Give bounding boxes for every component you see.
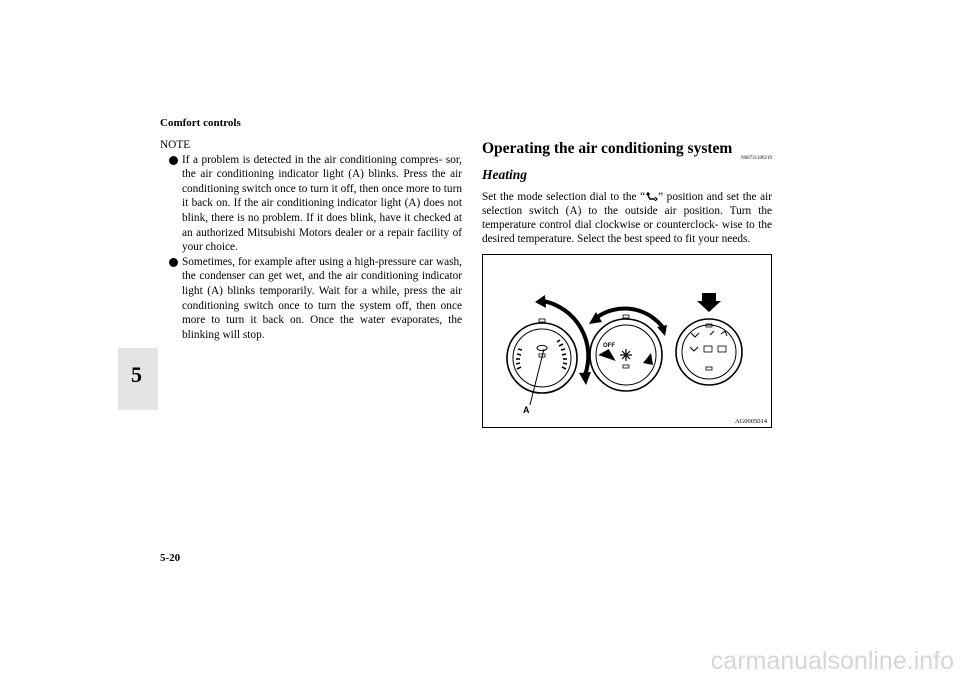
body-text-part2: ” position and set the air selection switch (A) to the outside air position. Turn the temperature control dial clockwise or counterclock- wise to the desired temperature. Select the best speed to fit your needs. — [482, 191, 772, 245]
note-bullet — [160, 255, 462, 343]
down-arrow-icon — [697, 293, 721, 312]
sub-heading: Heating — [482, 167, 528, 182]
chapter-tab — [118, 348, 158, 410]
body-text-part1: Set the mode selection dial to the “ — [482, 191, 646, 203]
note-bullet-text: Sometimes, for example after using a high-pressure car wash, the condenser can get wet, and the air conditioning indicator light (A) blinks temporarily. Wait for a while, press the air conditioning switch once to turn the system off, then once more to turn it back on. Once the water evaporates, the blinking will stop. — [182, 255, 462, 341]
section-body — [482, 190, 772, 246]
watermark: carmanualsonline.info — [710, 647, 954, 675]
climate-control-figure — [482, 254, 772, 428]
running-header: Comfort controls — [160, 117, 241, 129]
bullet-dot-icon — [169, 258, 178, 267]
note-label: NOTE — [160, 139, 191, 151]
figure-code: AG0005014 — [734, 418, 767, 425]
climate-panel-illustration — [483, 255, 771, 427]
note-bullet-text: If a problem is detected in the air conditioning compres- sor, the air conditioning indicator light (A) blinks. Press the air conditioning switch once to turn it off, then once more to turn it back on. If the air conditioning indicator light (A) does not blink, there is no problem. If it does blink, have it checked at an authorized Mitsubishi Motors dealer or a repair facility of your choice. — [182, 153, 462, 254]
bullet-dot-icon — [169, 156, 178, 165]
label-a: A — [523, 405, 530, 415]
section-block — [482, 138, 772, 246]
section-code: N00731100219 — [741, 156, 772, 161]
chapter-number: 5 — [131, 362, 142, 387]
note-block — [160, 138, 462, 342]
fan-speed-dial — [590, 315, 662, 391]
mode-selection-dial — [676, 319, 742, 385]
foot-mode-icon — [645, 192, 658, 201]
off-label: OFF — [603, 343, 615, 349]
section-heading: Operating the air conditioning system — [482, 140, 733, 157]
note-bullet — [160, 153, 462, 255]
page-number: 5-20 — [160, 552, 181, 564]
